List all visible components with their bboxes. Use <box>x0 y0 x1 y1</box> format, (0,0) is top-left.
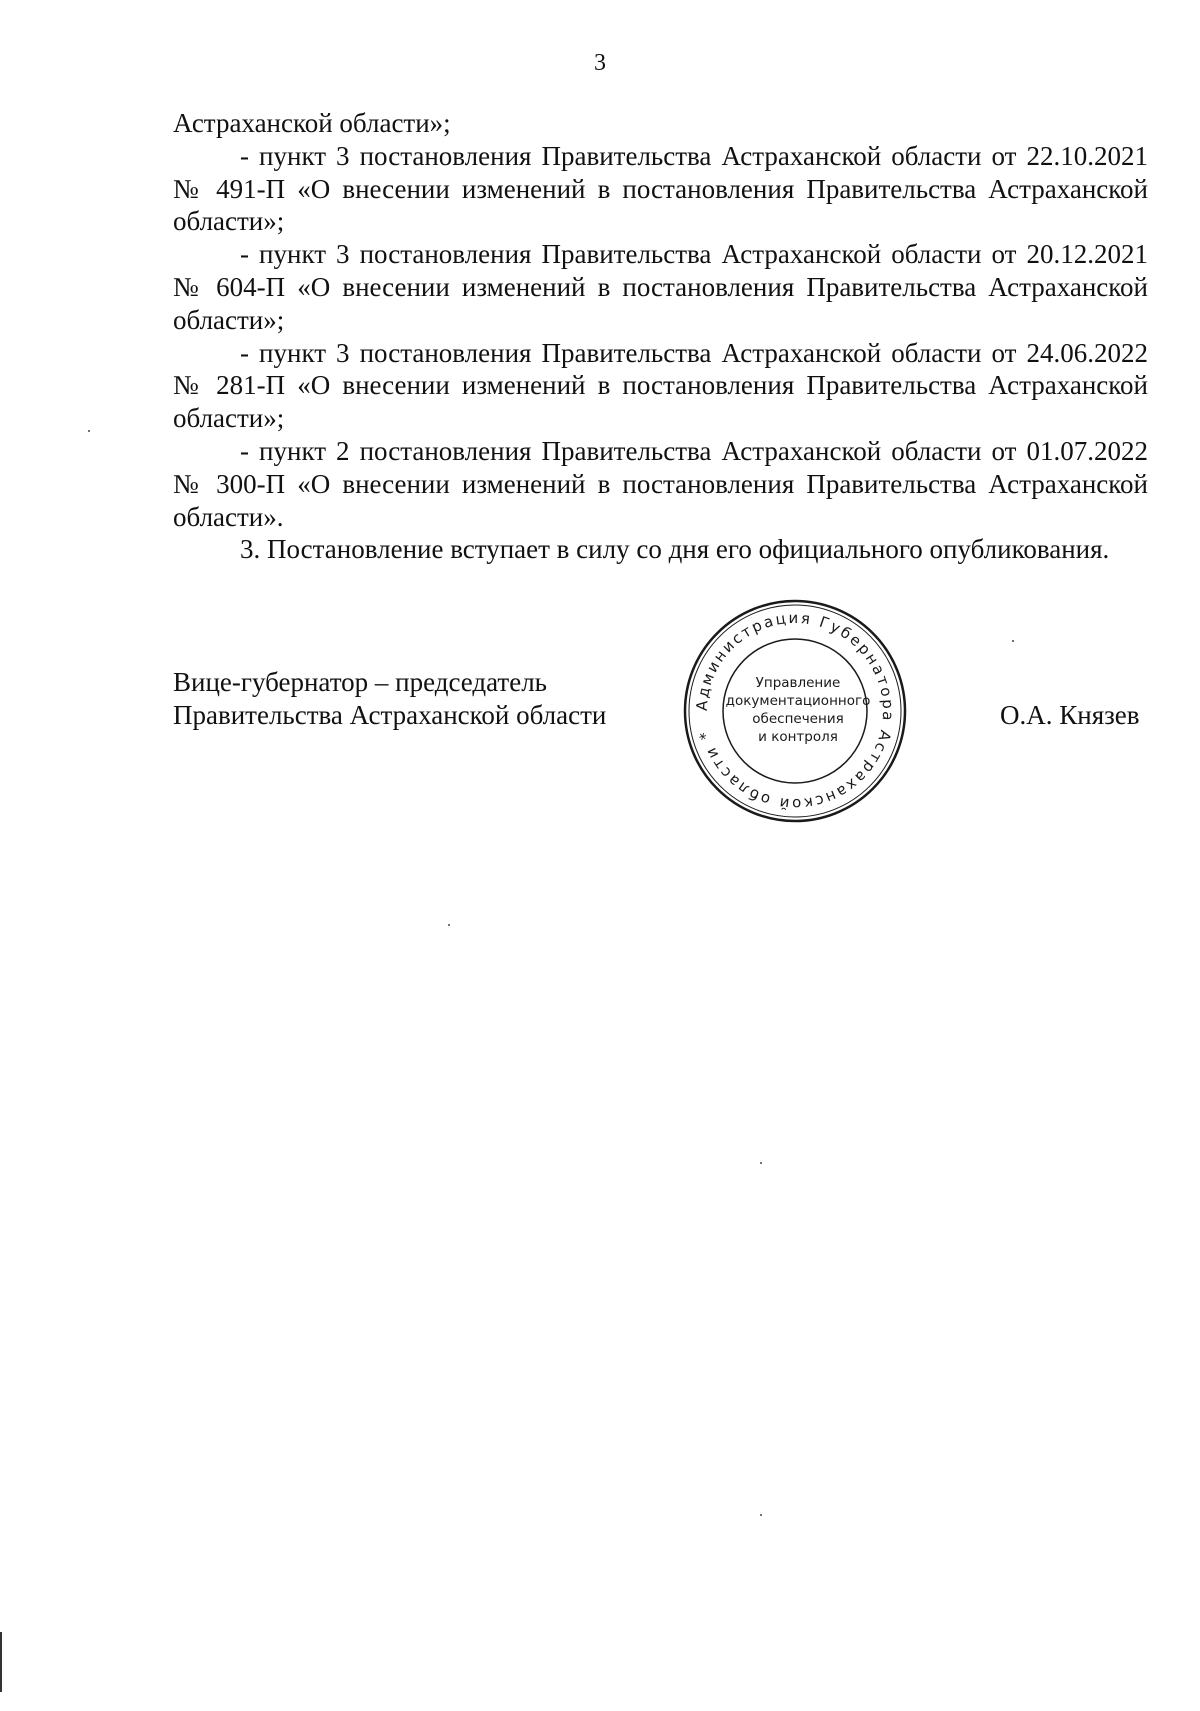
seal-center-line-1: Управление <box>755 675 841 691</box>
signatory-position <box>173 666 606 732</box>
signatory-position-line-1: Вице-губернатор – председатель <box>173 667 547 697</box>
paragraph-item-1: - пункт 3 постановления Правительства Астраханской области от 22.10.2021 № 491-П «О внесении изменений в постановления Правительства Астраханской области»; <box>173 140 1148 237</box>
scan-edge-mark <box>0 1632 2 1692</box>
seal-graphic <box>680 598 910 824</box>
scan-speck <box>760 1514 762 1516</box>
page-number: 3 <box>594 50 606 76</box>
signatory-position-line-2: Правительства Астраханской области <box>173 700 607 730</box>
paragraph-point-3: 3. Постановление вступает в силу со дня его официального опубликования. <box>240 534 1110 565</box>
scan-speck <box>760 1162 762 1164</box>
paragraph-item-2: - пункт 3 постановления Правительства Астраханской области от 20.12.2021 № 604-П «О внесении изменений в постановления Правительства Астраханской области»; <box>173 239 1148 335</box>
paragraph-item-4: - пункт 2 постановления Правительства Астраханской области от 01.07.2022 № 300-П «О внесении изменений в постановления Правительства Астраханской области». <box>173 435 1148 532</box>
scan-speck <box>1012 640 1014 642</box>
seal-center-line-3: обеспечения <box>752 711 844 727</box>
document-body <box>173 107 1148 566</box>
seal-ring-textpath: Администрация Губернатора Астраханской области * <box>692 608 898 814</box>
official-seal <box>680 598 910 824</box>
scan-speck <box>88 430 90 432</box>
paragraph-continuation: Астраханской области»; <box>173 108 451 138</box>
scan-speck <box>448 924 450 926</box>
seal-center-line-2: документационного <box>725 693 871 709</box>
signatory-name: О.А. Князев <box>1000 700 1140 730</box>
seal-center-line-4: и контроля <box>758 729 838 745</box>
paragraph-item-3: - пункт 3 постановления Правительства Астраханской области от 24.06.2022 № 281-П «О внесении изменений в постановления Правительства Астраханской области»; <box>173 337 1148 434</box>
